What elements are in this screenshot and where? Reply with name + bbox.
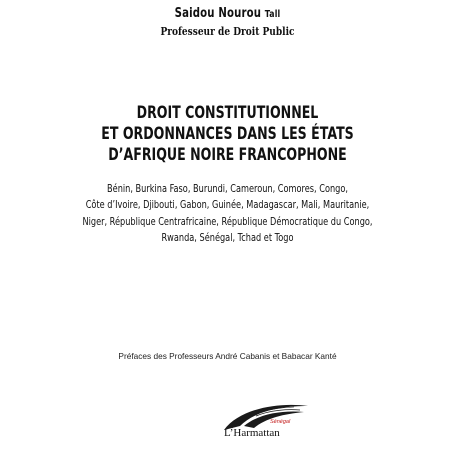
title-line: D’AFRIQUE NOIRE FRANCOPHONE bbox=[108, 145, 347, 165]
author-first-name: Saidou Nourou bbox=[174, 6, 262, 21]
country-line: Rwanda, Sénégal, Tchad et Togo bbox=[161, 231, 294, 244]
title-line: ET ORDONNANCES DANS LES ÉTATS bbox=[101, 124, 354, 144]
preface-credit: Préfaces des Professeurs André Cabanis et Babacar Kanté bbox=[118, 351, 337, 361]
country-line: Côte d’Ivoire, Djibouti, Gabon, Guinée, Madagascar, Mali, Mauritanie, bbox=[85, 199, 370, 212]
author-last-name: Tall bbox=[264, 9, 281, 20]
publisher-logo bbox=[210, 400, 320, 452]
author-name bbox=[50, 6, 405, 21]
harmattan-swirl-icon bbox=[210, 400, 320, 452]
country-line: Bénin, Burkina Faso, Burundi, Cameroun, Comores, Congo, bbox=[107, 183, 348, 195]
country-list bbox=[50, 181, 405, 246]
publisher-name: L’Harmattan bbox=[224, 427, 280, 439]
title-line: DROIT CONSTITUTIONNEL bbox=[136, 103, 319, 123]
book-title bbox=[59, 103, 396, 166]
country-line: Niger, République Centrafricaine, République Démocratique du Congo, bbox=[82, 215, 373, 228]
author-role: Professeur de Droit Public bbox=[160, 25, 295, 38]
publisher-region: Sénégal bbox=[270, 419, 291, 425]
